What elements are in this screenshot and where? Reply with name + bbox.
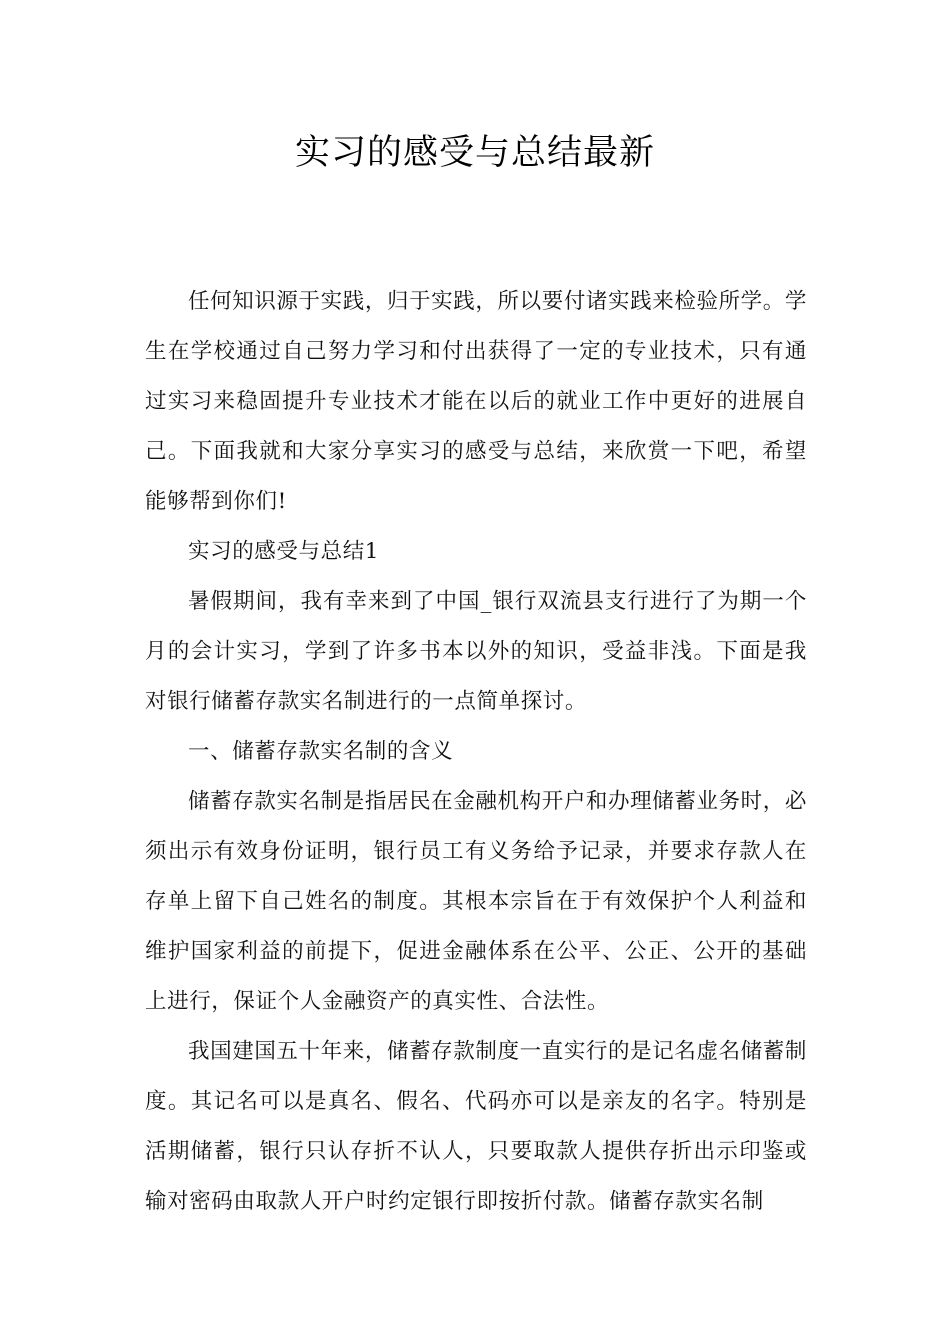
paragraph-definition: 储蓄存款实名制是指居民在金融机构开户和办理储蓄业务时，必须出示有效身份证明，银行员工有义务给予记录，并要求存款人在存单上留下自己姓名的制度。其根本宗旨在于有效保护个人利益和维护国家利益的前提下，促进金融体系在公平、公正、公开的基础上进行，保证个人金融资产的真实性、合法性。 (145, 789, 807, 1014)
section-heading-1: 实习的感受与总结1 (188, 539, 380, 564)
paragraph-intro: 任何知识源于实践，归于实践，所以要付诸实践来检验所学。学生在学校通过自己努力学习和付出获得了一定的专业技术，只有通过实习来稳固提升专业技术才能在以后的就业工作中更好的进展自己。下面我就和大家分享实习的感受与总结，来欣赏一下吧，希望能够帮到你们! (145, 289, 807, 514)
document-body (145, 277, 807, 1227)
document-title: 实习的感受与总结最新 (294, 133, 655, 173)
paragraph-internship: 暑假期间，我有幸来到了中国_银行双流县支行进行了为期一个月的会计实习，学到了许多书本以外的知识，受益非浅。下面是我对银行储蓄存款实名制进行的一点简单探讨。 (145, 589, 807, 714)
subsection-heading-1: 一、储蓄存款实名制的含义 (188, 739, 454, 764)
paragraph-history: 我国建国五十年来，储蓄存款制度一直实行的是记名虚名储蓄制度。其记名可以是真名、假名、代码亦可以是亲友的名字。特别是活期储蓄，银行只认存折不认人，只要取款人提供存折出示印鉴或输对密码由取款人开户时约定银行即按折付款。储蓄存款实名制 (145, 1039, 807, 1214)
